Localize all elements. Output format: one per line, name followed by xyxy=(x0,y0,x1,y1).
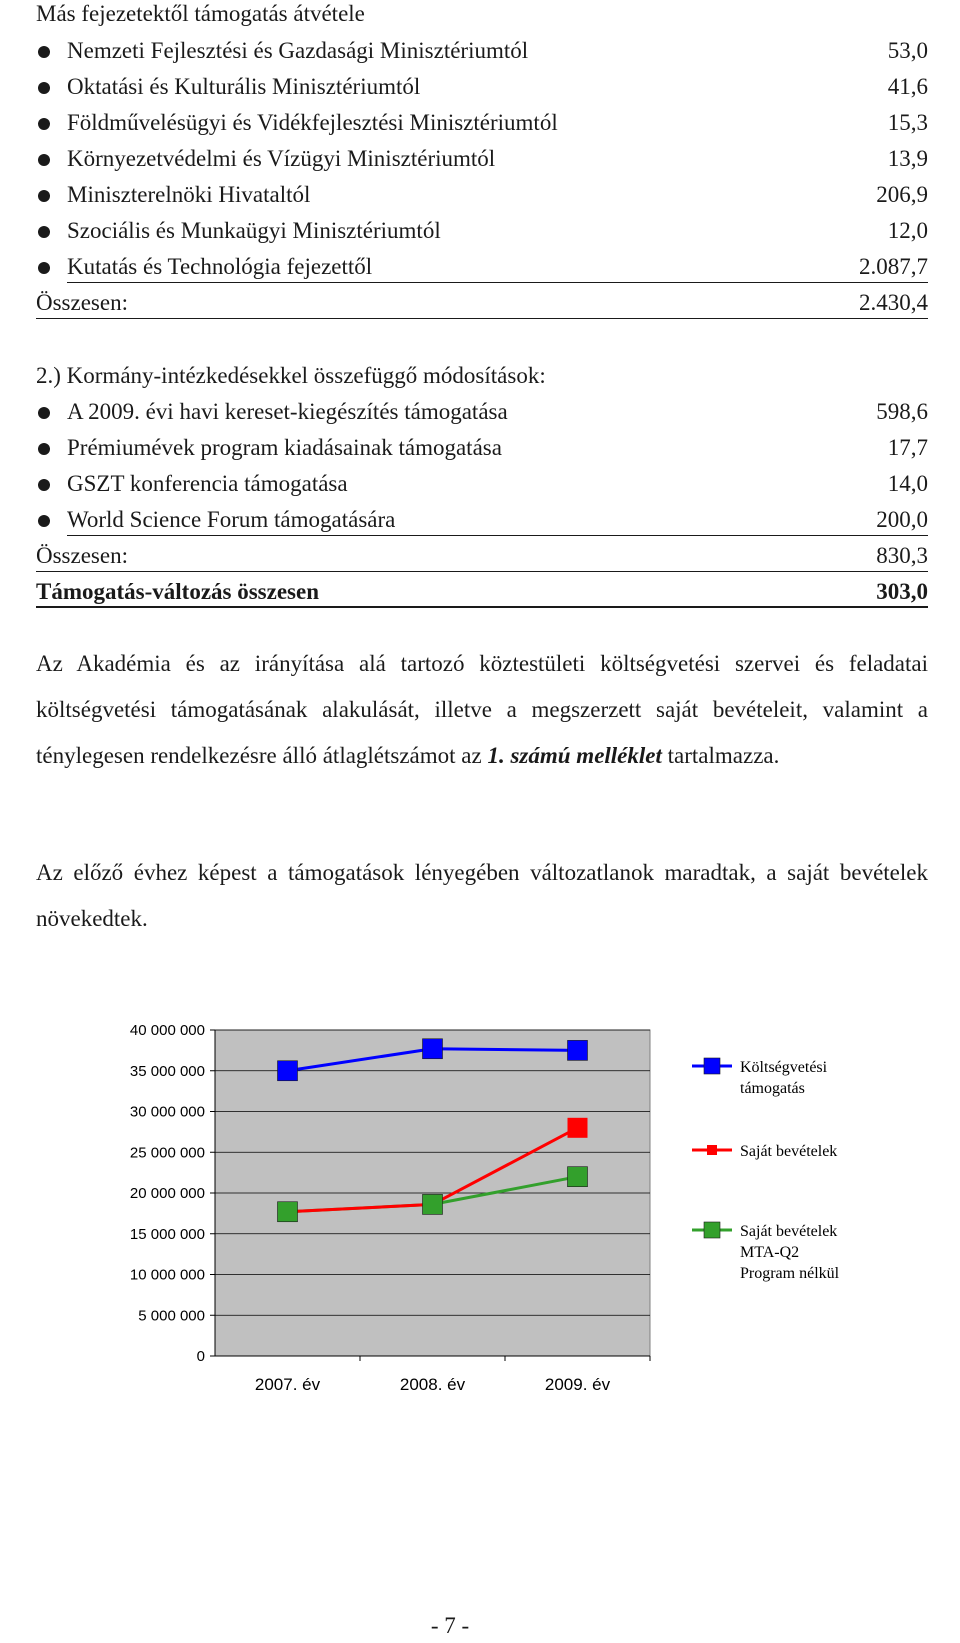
bullet-icon xyxy=(38,262,50,274)
transfer-label: Környezetvédelmi és Vízügyi Minisztériumtól xyxy=(67,146,496,171)
bullet-icon xyxy=(38,46,50,58)
data-point xyxy=(423,1039,443,1059)
x-tick-label: 2007. év xyxy=(254,1375,321,1394)
transfer-label: Oktatási és Kulturális Minisztériumtól xyxy=(67,74,421,99)
transfer-row xyxy=(36,32,928,70)
grand-total-value: 303,0 xyxy=(876,579,928,604)
gov-label: Prémiumévek program kiadásainak támogatása xyxy=(67,435,502,460)
bullet-icon xyxy=(38,82,50,94)
page-number: - 7 - xyxy=(430,1613,470,1638)
total-value: 2.430,4 xyxy=(859,290,928,315)
total-label: Összesen: xyxy=(36,290,128,315)
bullet-icon xyxy=(38,515,50,527)
bullet-icon xyxy=(38,443,50,455)
bullet-icon xyxy=(38,479,50,491)
transfer-value: 15,3 xyxy=(887,110,928,135)
y-tick-label: 20 000 000 xyxy=(129,1185,205,1202)
legend-swatch-marker xyxy=(704,1058,720,1074)
legend-swatch-marker xyxy=(707,1145,717,1155)
legend-label: támogatás xyxy=(740,1080,805,1097)
y-tick-label: 0 xyxy=(196,1348,205,1365)
paragraph-annex: Az Akadémia és az irányítása alá tartozó köztestületi költségvetési szervei és feladatai költségvetési támogatásának alakulását, illetve a megszerzett saját bevételeit, valamint a ténylegesen rendelkezésre álló átlaglétszámot az 1. számú melléklet tartalmazza. xyxy=(36,651,928,768)
y-tick-label: 30 000 000 xyxy=(129,1103,205,1121)
section-header: Más fejezetektől támogatás átvétele xyxy=(36,1,365,26)
x-tick-label: 2009. év xyxy=(544,1375,611,1394)
y-tick-label: 10 000 000 xyxy=(129,1266,205,1284)
bullet-icon xyxy=(38,154,50,166)
legend-swatch-marker xyxy=(704,1222,720,1238)
legend-label: MTA-Q2 xyxy=(740,1244,800,1261)
annex-reference: 1. számú melléklet xyxy=(487,743,662,768)
transfers-total-row xyxy=(36,284,928,322)
transfer-row xyxy=(36,104,928,142)
y-tick-label: 40 000 000 xyxy=(129,1022,205,1039)
legend-label: Saját bevételek xyxy=(740,1223,838,1240)
gov-value: 14,0 xyxy=(887,471,928,496)
gov-row xyxy=(36,429,928,467)
gov-total-row xyxy=(36,537,928,575)
total-value: 830,3 xyxy=(876,543,928,568)
gov-row xyxy=(36,501,928,539)
grand-total-label: Támogatás-változás összesen xyxy=(36,579,319,604)
y-tick-label: 25 000 000 xyxy=(129,1144,205,1162)
transfer-row xyxy=(36,212,928,250)
bullet-icon xyxy=(38,407,50,419)
gov-label: GSZT konferencia támogatása xyxy=(67,471,348,496)
transfer-value: 41,6 xyxy=(887,74,928,99)
transfer-label: Kutatás és Technológia fejezettől xyxy=(67,254,373,279)
data-point xyxy=(568,1040,588,1060)
data-point xyxy=(423,1194,443,1214)
transfer-row xyxy=(36,68,928,106)
transfer-value: 206,9 xyxy=(876,182,928,207)
data-point xyxy=(278,1202,298,1222)
transfer-value: 53,0 xyxy=(887,38,928,63)
bullet-icon xyxy=(38,118,50,130)
gov-header: 2.) Kormány-intézkedésekkel összefüggő módosítások: xyxy=(36,363,546,388)
legend-label: Költségvetési xyxy=(740,1059,828,1076)
y-tick-label: 15 000 000 xyxy=(129,1225,205,1243)
transfer-row xyxy=(36,140,928,178)
transfer-label: Szociális és Munkaügyi Minisztériumtól xyxy=(67,218,441,243)
transfer-label: Nemzeti Fejlesztési és Gazdasági Minisztériumtól xyxy=(67,38,529,63)
legend-label: Saját bevételek xyxy=(740,1143,838,1160)
transfer-row xyxy=(36,248,928,286)
gov-label: A 2009. évi havi kereset-kiegészítés támogatása xyxy=(67,399,508,424)
gov-value: 17,7 xyxy=(887,435,928,460)
gov-row xyxy=(36,393,928,431)
data-point xyxy=(570,1120,586,1136)
transfer-label: Miniszterelnöki Hivataltól xyxy=(67,182,311,207)
transfer-value: 2.087,7 xyxy=(859,254,928,279)
paragraph-summary: Az előző évhez képest a támogatások lényegében változatlanok maradtak, a saját bevételek növekedtek. xyxy=(36,860,928,931)
transfer-value: 12,0 xyxy=(887,218,928,243)
data-point xyxy=(568,1167,588,1187)
transfer-row xyxy=(36,176,928,214)
budget-line-chart xyxy=(100,1010,920,1430)
grand-total-row xyxy=(36,573,928,611)
gov-value: 200,0 xyxy=(876,507,928,532)
y-tick-label: 35 000 000 xyxy=(129,1062,205,1080)
y-tick-label: 5 000 000 xyxy=(138,1307,205,1325)
transfer-label: Földművelésügyi és Vidékfejlesztési Minisztériumtól xyxy=(67,110,558,135)
total-label: Összesen: xyxy=(36,543,128,568)
legend-label: Program nélkül xyxy=(740,1265,840,1282)
gov-row xyxy=(36,465,928,503)
data-point xyxy=(278,1061,298,1081)
bullet-icon xyxy=(38,190,50,202)
bullet-icon xyxy=(38,226,50,238)
transfer-value: 13,9 xyxy=(887,146,928,171)
gov-label: World Science Forum támogatására xyxy=(67,507,396,532)
x-tick-label: 2008. év xyxy=(399,1375,466,1394)
gov-value: 598,6 xyxy=(876,399,928,424)
